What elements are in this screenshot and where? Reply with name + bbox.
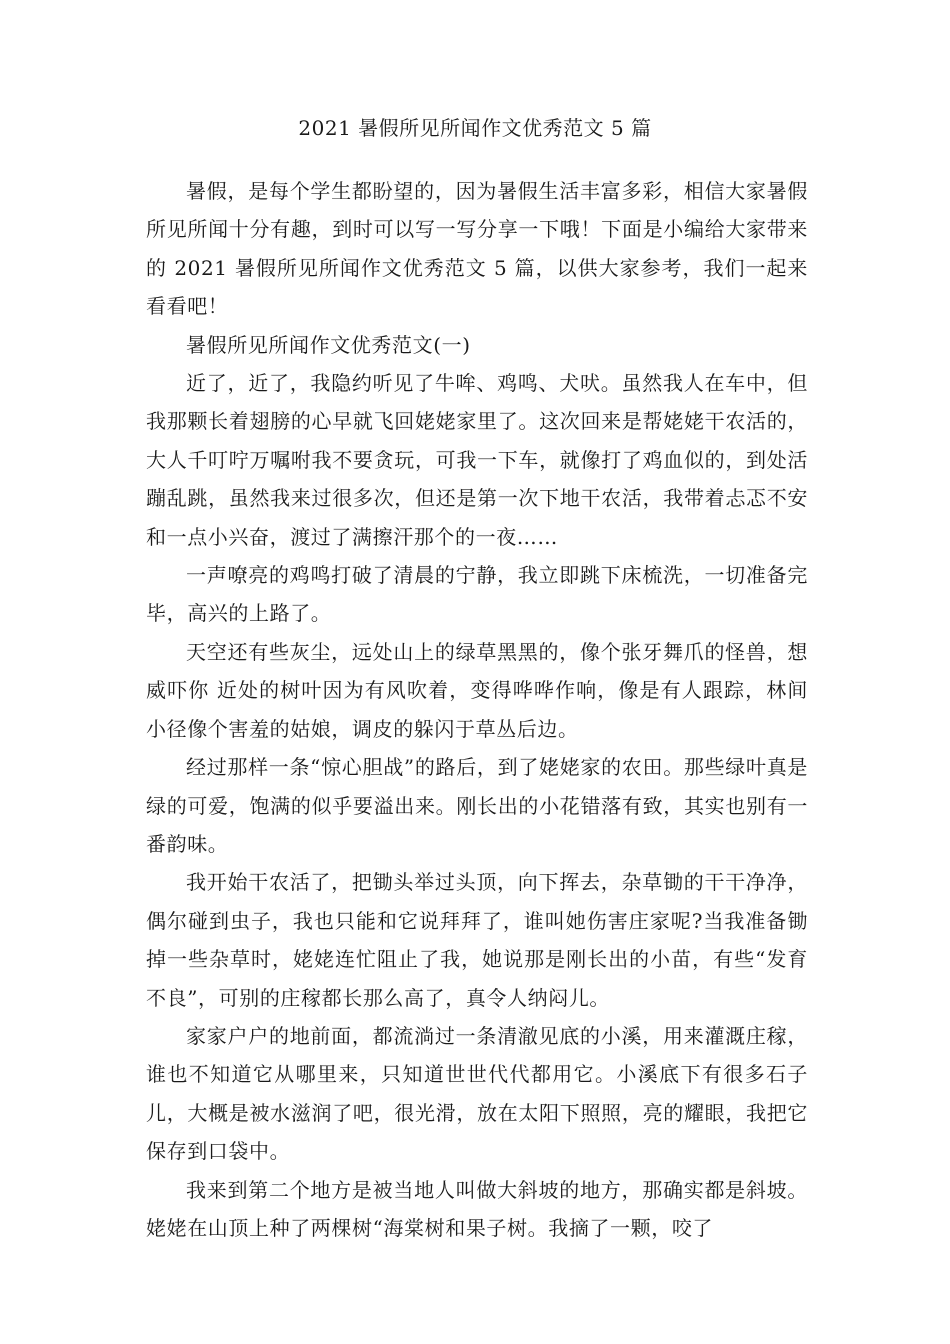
paragraph: 经过那样一条“惊心胆战”的路后，到了姥姥家的农田。那些绿叶真是绿的可爱，饱满的似乎要溢出来。刚长出的小花错落有致，其实也别有一番韵味。 — [146, 755, 808, 856]
paragraph: 近了，近了，我隐约听见了牛哞、鸡鸣、犬吠。虽然我人在车中，但我那颗长着翅膀的心早就飞回姥姥家里了。这次回来是帮姥姥干农活的，大人千叮咛万嘱咐我不要贪玩，可我一下车，就像打了鸡血似的，到处活蹦乱跳，虽然我来过很多次，但还是第一次下地干农活，我带着忐忑不安和一点小兴奋，渡过了满擦汗那个的一夜…… — [146, 371, 808, 549]
paragraph: 天空还有些灰尘，远处山上的绿草黑黑的，像个张牙舞爪的怪兽，想威吓你 近处的树叶因为有风吹着，变得哗哗作响，像是有人跟踪，林间小径像个害羞的姑娘，调皮的躲闪于草丛后边。 — [146, 639, 808, 741]
paragraph-intro: 暑假，是每个学生都盼望的，因为暑假生活丰富多彩，相信大家暑假所见所闻十分有趣，到时可以写一写分享一下哦！下面是小编给大家带来的 2021 暑假所见所闻作文优秀范文 5 篇，以供大家参考，我们一起来看看吧！ — [146, 179, 808, 319]
paragraph: 我开始干农活了，把锄头举过头顶，向下挥去，杂草锄的干干净净，偶尔碰到虫子，我也只能和它说拜拜了，谁叫她伤害庄家呢?当我准备锄掉一些杂草时，姥姥连忙阻止了我，她说那是刚长出的小苗，有些“发育不良”，可别的庄稼都长那么高了，真令人纳闷儿。 — [146, 870, 808, 1010]
document-body — [146, 172, 808, 1247]
document-title: 2021 暑假所见所闻作文优秀范文 5 篇 — [298, 116, 652, 140]
paragraph: 我来到第二个地方是被当地人叫做大斜坡的地方，那确实都是斜坡。姥姥在山顶上种了两棵树“海棠树和果子树。我摘了一颗，咬了 — [146, 1177, 808, 1240]
section-heading: 暑假所见所闻作文优秀范文(一) — [186, 332, 471, 357]
paragraph: 家家户户的地前面，都流淌过一条清澈见底的小溪，用来灌溉庄稼，谁也不知道它从哪里来，只知道世世代代都用它。小溪底下有很多石子儿，大概是被水滋润了吧，很光滑，放在太阳下照照，亮的耀眼，我把它保存到口袋中。 — [146, 1023, 808, 1164]
paragraph: 一声嘹亮的鸡鸣打破了清晨的宁静，我立即跳下床梳洗，一切准备完毕，高兴的上路了。 — [146, 563, 808, 626]
